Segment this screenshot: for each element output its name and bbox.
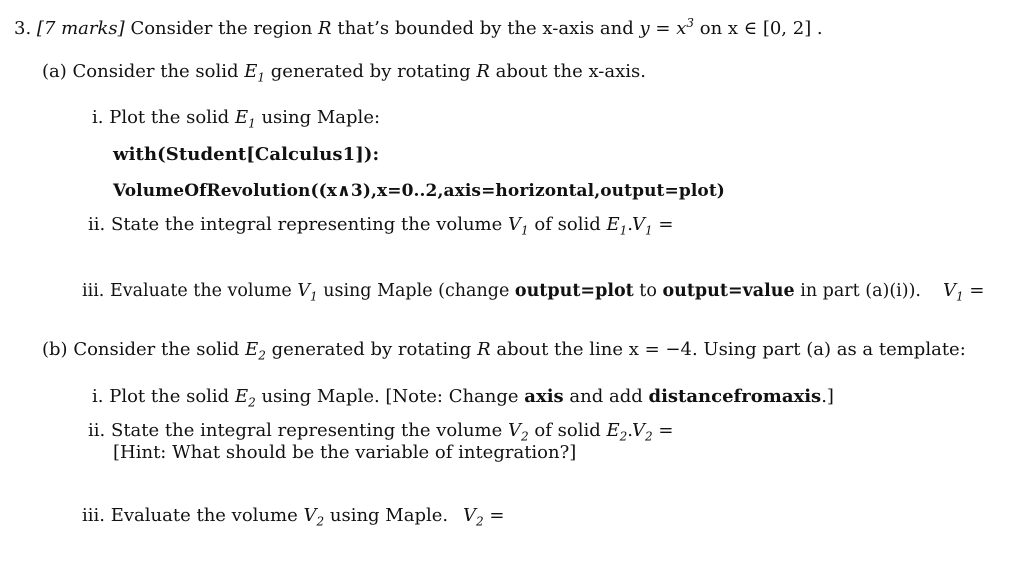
period: . [627, 214, 633, 235]
region-symbol-a: R [476, 61, 490, 82]
part-a-iii [82, 279, 921, 303]
part-b-ii-text-mid: of solid [534, 420, 601, 441]
part-b-i-label: i. [92, 386, 104, 407]
interval-text: on x ∈ [0, 2] . [699, 18, 823, 39]
part-b-text-end: about the line x = −4. Using part (a) as a template: [496, 339, 966, 360]
part-a-iii-text-mid: using Maple (change [323, 281, 510, 301]
part-a-i-text: Plot the solid [109, 107, 230, 128]
region-symbol: R [318, 18, 332, 39]
solid-e1-ii: $E_1$ [606, 214, 628, 238]
part-a-ii-label: ii. [88, 214, 106, 235]
part-a-i-text-end: using Maple: [261, 107, 381, 128]
part-b-ii [88, 419, 633, 443]
answer-v2-ii: $V_2$ = [632, 420, 674, 444]
answer-v1-iii: $V_1$ = [943, 280, 985, 304]
part-b-i [92, 385, 834, 409]
part-b-ii-text: State the integral representing the volume [110, 420, 503, 441]
part-a-ii-text: State the integral representing the volume [110, 214, 503, 235]
solid-e2-i: $E_2$ [234, 386, 256, 410]
question-header [14, 17, 823, 41]
part-b-iii [82, 504, 448, 528]
and-add-text: and add [569, 386, 643, 407]
part-a-iii-label: iii. [82, 281, 105, 301]
solid-e2-ii: $E_2$ [606, 420, 628, 444]
part-a-i [92, 106, 380, 130]
volume-v1-iii: $V_1$ [297, 281, 318, 304]
answer-v2-iii: $V_2$ = [463, 505, 505, 529]
part-a-text-start: Consider the solid [72, 61, 239, 82]
part-a-label: (a) [42, 61, 67, 82]
part-b-text-mid: generated by rotating [271, 339, 472, 360]
part-b-iii-label: iii. [82, 505, 105, 526]
maple-code-line-1: with(Student[Calculus1]): [113, 144, 380, 165]
part-b-label: (b) [42, 339, 68, 360]
part-a-iii-text: Evaluate the volume [109, 281, 292, 301]
part-a-iii-text-end: in part (a)(i)). [800, 281, 921, 301]
solid-e2: $E_2$ [245, 339, 266, 363]
solid-e1-i: $E_1$ [234, 107, 256, 131]
part-a-i-label: i. [92, 107, 104, 128]
part-b-i-text: Plot the solid [109, 386, 230, 407]
question-number: 3. [14, 18, 32, 39]
part-a-text-end: about the x-axis. [495, 61, 646, 82]
part-a-text-mid: generated by rotating [270, 61, 471, 82]
marks-label: [7 marks] [36, 18, 125, 39]
hint-text: [Hint: What should be the variable of integration?] [113, 442, 577, 463]
keyword-output-plot: output=plot [514, 281, 634, 301]
part-a [42, 60, 646, 84]
part-b [42, 338, 966, 362]
volume-v2-iii: $V_2$ [303, 505, 325, 529]
region-symbol-b: R [477, 339, 491, 360]
bounded-text: that’s bounded by the [337, 18, 537, 39]
part-b-iii-text: Evaluate the volume [110, 505, 298, 526]
intro-text: Consider the region [130, 18, 313, 39]
function-text: $y = x^3$ [639, 16, 695, 39]
part-b-i-text-mid: using Maple. [Note: Change [261, 386, 519, 407]
period-b: . [627, 420, 633, 441]
part-b-iii-text-end: using Maple. [329, 505, 449, 526]
answer-v1-ii: $V_1$ = [632, 214, 674, 238]
xaxis-text: x-axis and [542, 18, 634, 39]
solid-e1: $E_1$ [244, 61, 266, 85]
note-close: .] [821, 386, 834, 407]
part-a-ii [88, 213, 633, 237]
keyword-output-value: output=value [662, 281, 795, 301]
to-text: to [639, 281, 657, 301]
volume-v2: $V_2$ [508, 420, 529, 444]
keyword-distancefromaxis: distancefromaxis [648, 386, 822, 407]
part-b-text-start: Consider the solid [73, 339, 240, 360]
part-a-ii-text-mid: of solid [534, 214, 601, 235]
part-b-ii-label: ii. [88, 420, 106, 441]
keyword-axis: axis [524, 386, 564, 407]
volume-v1: $V_1$ [508, 214, 529, 238]
maple-code-line-2: VolumeOfRevolution((x∧3),x=0..2,axis=horizontal,output=plot) [113, 181, 725, 201]
